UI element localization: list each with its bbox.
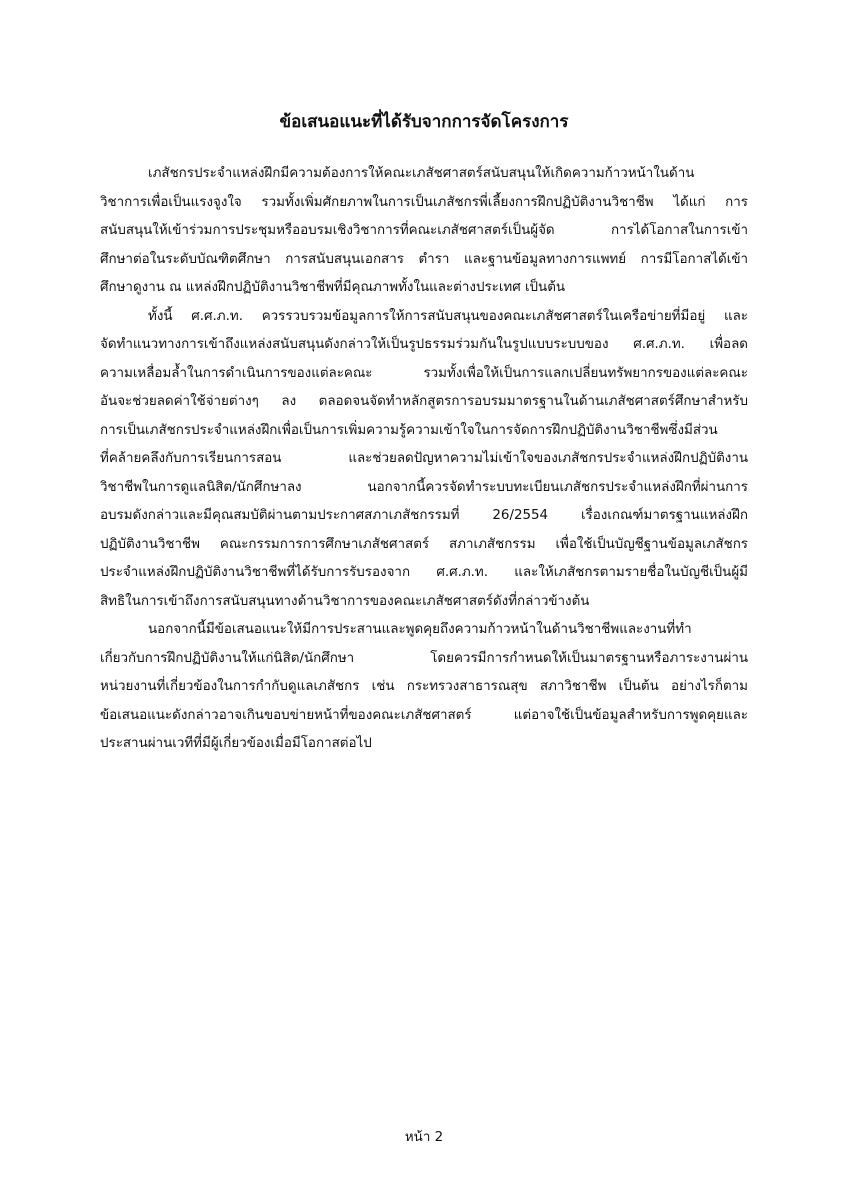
paragraph-line: เภสัชกรประจำแหล่งฝึกมีความต้องการให้คณะเภสัชศาสตร์สนับสนุนให้เกิดความก้าวหน้าในด้าน <box>148 166 695 181</box>
paragraph-line: สิทธิในการเข้าถึงการสนับสนุนทางด้านวิชาการของคณะเภสัชศาสตร์ดังที่กล่าวข้างต้น <box>100 593 590 609</box>
paragraph-line: ศึกษาดูงาน ณ แหล่งฝึกปฏิบัติงานวิชาชีพที่มีคุณภาพทั้งในและต่างประเทศ เป็นต้น <box>100 280 566 295</box>
paragraph-line: ทั้งนี้ ศ.ศ.ภ.ท. ควรรวบรวมข้อมูลการให้การสนับสนุนของคณะเภสัชศาสตร์ในเครือข่ายที่มีอยู่ และ <box>148 308 748 324</box>
paragraph <box>100 160 748 303</box>
paragraph-line: ประสานผ่านเวทีที่มีผู้เกี่ยวข้องเมื่อมีโอกาสต่อไป <box>100 736 372 751</box>
paragraph-line: การเป็นเภสัชกรประจำแหล่งฝึกเพื่อเป็นการเพิ่มความรู้ความเข้าใจในการจัดการฝึกปฏิบัติงานวิชาชีพซึ่งมีส่วน <box>100 422 718 438</box>
paragraph-line: วิชาชีพในการดูแลนิสิต/นักศึกษาลง นอกจากนี้ควรจัดทำระบบทะเบียนเภสัชกรประจำแหล่งฝึกที่ผ่านการ <box>100 479 748 495</box>
paragraph-line: สนับสนุนให้เข้าร่วมการประชุมหรืออบรมเชิงวิชาการที่คณะเภสัชศาสตร์เป็นผู้จัด การได้โอกาสในการเข้า <box>100 223 748 238</box>
document-title: ข้อเสนอแนะที่ได้รับจากการจัดโครงการ <box>279 112 569 132</box>
paragraph-line: ประจำแหล่งฝึกปฏิบัติงานวิชาชีพที่ได้รับการรับรองจาก ศ.ศ.ภ.ท. และให้เภสัชกรตามรายชื่อในบัญชีเป็นผู้มี <box>100 565 748 580</box>
paragraph-line: เกี่ยวกับการฝึกปฏิบัติงานให้แก่นิสิต/นักศึกษา โดยควรมีการกำหนดให้เป็นมาตรฐานหรือภาระงานผ่าน <box>100 650 748 666</box>
paragraph-line: อบรมดังกล่าวและมีคุณสมบัติผ่านตามประกาศสภาเภสัชกรรมที่ 26/2554 เรื่องเกณฑ์มาตรฐานแหล่งฝึก <box>100 508 748 523</box>
paragraph-line: จัดทำแนวทางการเข้าถึงแหล่งสนับสนุนดังกล่าวให้เป็นรูปธรรมร่วมกันในรูปแบบระบบของ ศ.ศ.ภ.ท. เพื่อลด <box>100 337 748 352</box>
document-body <box>100 160 748 759</box>
paragraph-line: วิชาการเพื่อเป็นแรงจูงใจ รวมทั้งเพิ่มศักยภาพในการเป็นเภสัชกรพี่เลี้ยงการฝึกปฏิบัติงานวิชาชีพ ได้แก่ การ <box>100 194 748 210</box>
paragraph <box>100 303 748 617</box>
paragraph-line: อันจะช่วยลดค่าใช้จ่ายต่างๆ ลง ตลอดจนจัดทำหลักสูตรการอบรมมาตรฐานในด้านเภสัชศาสตร์ศึกษาสำหรับ <box>100 394 748 409</box>
paragraph-line: นอกจากนี้มีข้อเสนอแนะให้มีการประสานและพูดคุยถึงความก้าวหน้าในด้านวิชาชีพและงานที่ทำ <box>148 622 692 637</box>
paragraph-line: ศึกษาต่อในระดับบัณฑิตศึกษา การสนับสนุนเอกสาร ตำรา และฐานข้อมูลทางการแพทย์ การมีโอกาสได้เข้า <box>100 251 748 267</box>
page-number: หน้า 2 <box>404 1130 444 1145</box>
paragraph-line: ความเหลื่อมล้ำในการดำเนินการของแต่ละคณะ รวมทั้งเพื่อให้เป็นการแลกเปลี่ยนทรัพยากรของแต่ละคณะ <box>100 365 748 381</box>
paragraph <box>100 616 748 759</box>
paragraph-line: ปฏิบัติงานวิชาชีพ คณะกรรมการการศึกษาเภสัชศาสตร์ สภาเภสัชกรรม เพื่อใช้เป็นบัญชีฐานข้อมูลเภสัชกร <box>100 536 748 552</box>
paragraph-line: หน่วยงานที่เกี่ยวข้องในการกำกับดูแลเภสัชกร เช่น กระทรวงสาธารณสุข สภาวิชาชีพ เป็นต้น อย่างไรก็ตาม <box>100 679 748 694</box>
paragraph-line: ที่คล้ายคลึงกับการเรียนการสอน และช่วยลดปัญหาความไม่เข้าใจของเภสัชกรประจำแหล่งฝึกปฏิบัติงาน <box>100 451 748 466</box>
paragraph-line: ข้อเสนอแนะดังกล่าวอาจเกินขอบข่ายหน้าที่ของคณะเภสัชศาสตร์ แต่อาจใช้เป็นข้อมูลสำหรับการพูดคุยและ <box>100 707 748 723</box>
